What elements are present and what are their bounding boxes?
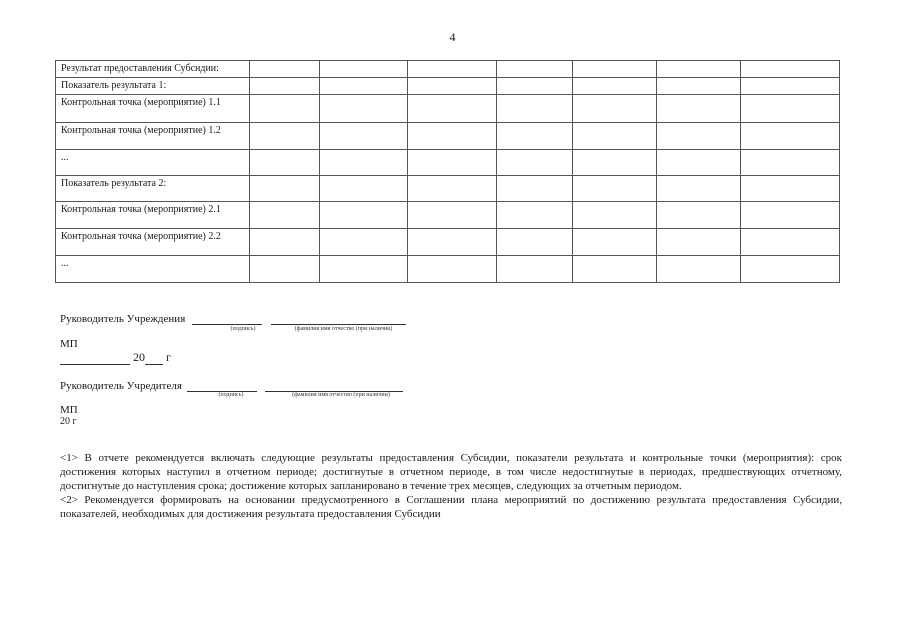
table-cell bbox=[657, 123, 741, 150]
table-cell bbox=[573, 229, 657, 256]
head-institution-line bbox=[60, 313, 406, 325]
table-cell bbox=[497, 229, 573, 256]
signature-caption: (подпись) bbox=[218, 392, 244, 398]
table-row bbox=[56, 123, 840, 150]
table-cell bbox=[320, 229, 408, 256]
date-suffix: г bbox=[166, 350, 171, 364]
table-cell bbox=[497, 176, 573, 202]
table-cell bbox=[573, 176, 657, 202]
table-cell bbox=[573, 150, 657, 176]
table-cell bbox=[497, 61, 573, 78]
table-cell bbox=[408, 256, 497, 283]
date-year-prefix: 20 bbox=[133, 350, 145, 364]
table-cell bbox=[320, 256, 408, 283]
table-cell bbox=[250, 61, 320, 78]
table-cell bbox=[741, 78, 840, 95]
table-cell bbox=[250, 229, 320, 256]
footnote-1: <1> В отчете рекомендуется включать следующие результаты предоставления Субсидии, показатели результата и контрольные точки (мероприятия): срок достижения которых наступил в отчетном периоде; достигнутые в отчетном периоде, в том числе недостигнутые в периодах, предшествующих отчетному, достигнутые до наступления срока; достижение которых запланировано в течение трех месяцев, следующих за отчетным периодом. bbox=[60, 452, 842, 492]
table-cell bbox=[408, 78, 497, 95]
date-line-1 bbox=[60, 350, 171, 365]
table-cell bbox=[497, 202, 573, 229]
head-institution-label: Руководитель Учреждения bbox=[60, 313, 186, 325]
page-number: 4 bbox=[449, 30, 456, 44]
table-cell bbox=[657, 61, 741, 78]
head-founder-line bbox=[60, 380, 403, 392]
footnote-2: <2> Рекомендуется формировать на основании предусмотренного в Соглашении плана мероприятий по достижению результата предоставления Субсидии, показателей, необходимых для достижения результата предоставления Субсидии bbox=[60, 494, 842, 520]
date-year-prefix: 20 bbox=[60, 416, 70, 427]
table-cell bbox=[573, 95, 657, 123]
table-cell bbox=[250, 256, 320, 283]
table-cell bbox=[250, 123, 320, 150]
row-label: Показатель результата 2: bbox=[56, 176, 250, 202]
table-cell bbox=[741, 123, 840, 150]
table-cell bbox=[497, 256, 573, 283]
table-cell bbox=[250, 150, 320, 176]
row-label: Контрольная точка (мероприятие) 2.1 bbox=[56, 202, 250, 229]
stamp-label-2: МП bbox=[60, 404, 78, 416]
table-row bbox=[56, 229, 840, 256]
table-cell bbox=[657, 95, 741, 123]
table-cell bbox=[408, 229, 497, 256]
table-cell bbox=[573, 202, 657, 229]
row-label: Контрольная точка (мероприятие) 1.2 bbox=[56, 123, 250, 150]
table-cell bbox=[573, 123, 657, 150]
stamp-label-1: МП bbox=[60, 338, 78, 350]
table-cell bbox=[497, 123, 573, 150]
table-cell bbox=[657, 202, 741, 229]
table-cell bbox=[573, 61, 657, 78]
table-cell bbox=[741, 95, 840, 123]
row-label: Контрольная точка (мероприятие) 1.1 bbox=[56, 95, 250, 123]
table-cell bbox=[408, 176, 497, 202]
table-cell bbox=[250, 202, 320, 229]
table-cell bbox=[657, 229, 741, 256]
table-row bbox=[56, 95, 840, 123]
table-cell bbox=[408, 123, 497, 150]
table-cell bbox=[408, 202, 497, 229]
footnotes bbox=[60, 451, 842, 521]
row-label: Результат предоставления Субсидии: bbox=[56, 61, 250, 78]
table-row bbox=[56, 256, 840, 283]
table-cell bbox=[657, 150, 741, 176]
table-cell bbox=[408, 61, 497, 78]
table-cell bbox=[497, 78, 573, 95]
table-cell bbox=[320, 61, 408, 78]
table-cell bbox=[250, 95, 320, 123]
table-cell bbox=[250, 78, 320, 95]
signature-blank bbox=[192, 313, 262, 325]
table-row bbox=[56, 176, 840, 202]
table-cell bbox=[573, 256, 657, 283]
report-table bbox=[55, 60, 840, 283]
table-cell bbox=[657, 256, 741, 283]
signature-caption: (подпись) bbox=[230, 326, 256, 332]
table-cell bbox=[573, 78, 657, 95]
row-label: Показатель результата 1: bbox=[56, 78, 250, 95]
table-cell bbox=[408, 150, 497, 176]
date-line-2 bbox=[60, 416, 77, 427]
name-caption: (фамилия имя отчество (при наличии) bbox=[292, 392, 390, 398]
table-cell bbox=[497, 95, 573, 123]
table-cell bbox=[657, 78, 741, 95]
row-label: Контрольная точка (мероприятие) 2.2 bbox=[56, 229, 250, 256]
head-founder-label: Руководитель Учредителя bbox=[60, 380, 182, 392]
table-cell bbox=[408, 95, 497, 123]
table-row bbox=[56, 150, 840, 176]
table-cell bbox=[320, 150, 408, 176]
table-cell bbox=[320, 95, 408, 123]
signature-blank bbox=[187, 380, 257, 392]
table-row bbox=[56, 202, 840, 229]
table-cell bbox=[741, 229, 840, 256]
table-cell bbox=[657, 176, 741, 202]
name-caption: (фамилия имя отчество (при наличии) bbox=[294, 326, 393, 332]
table-cell bbox=[250, 176, 320, 202]
table-row bbox=[56, 61, 840, 78]
table-cell bbox=[320, 176, 408, 202]
table-cell bbox=[741, 61, 840, 78]
date-suffix: г bbox=[72, 416, 77, 427]
table-row bbox=[56, 78, 840, 95]
table-cell bbox=[320, 78, 408, 95]
table-cell bbox=[741, 202, 840, 229]
date-year-blank bbox=[145, 353, 163, 365]
table-cell bbox=[741, 256, 840, 283]
table-cell bbox=[497, 150, 573, 176]
name-blank bbox=[271, 313, 406, 325]
table-cell bbox=[741, 150, 840, 176]
date-day-blank bbox=[60, 353, 130, 365]
name-blank bbox=[265, 380, 403, 392]
table-cell bbox=[320, 202, 408, 229]
row-label: ... bbox=[56, 256, 250, 283]
row-label: ... bbox=[56, 150, 250, 176]
table-cell bbox=[741, 176, 840, 202]
table-cell bbox=[320, 123, 408, 150]
